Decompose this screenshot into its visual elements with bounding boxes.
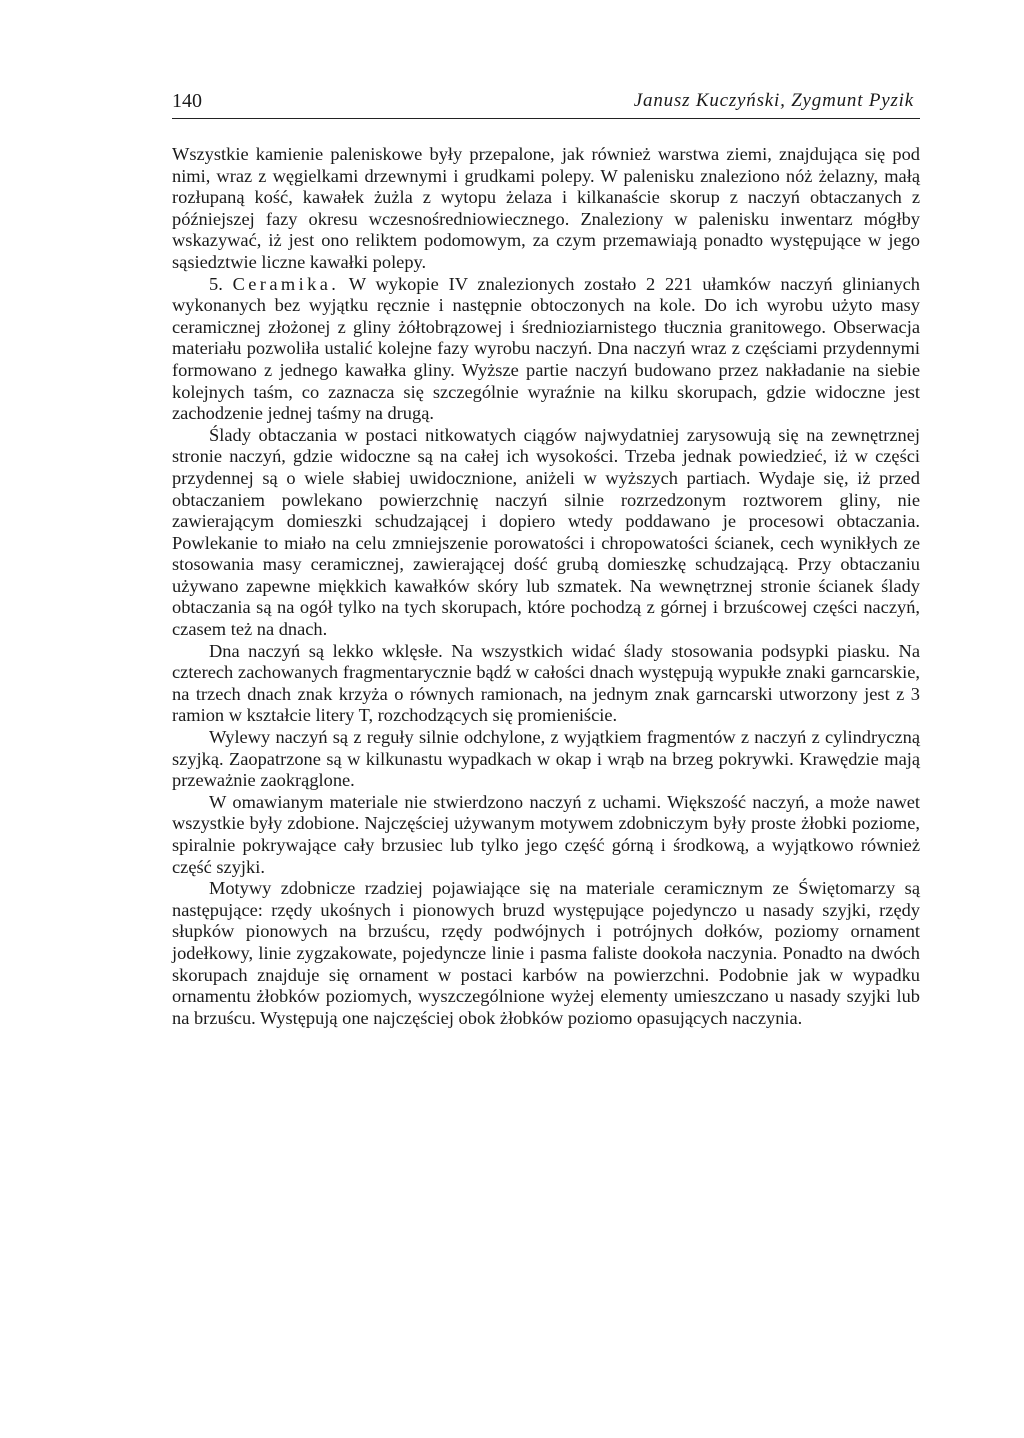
running-head: Janusz Kuczyński, Zygmunt Pyzik xyxy=(633,90,914,111)
paragraph-ceramics-text: W wykopie IV znalezionych zostało 2 221 ułamków naczyń glinianych wykonanych bez wyjątku ręcznie i następnie obtoczonych na kole. Do ich wyrobu użyto masy ceramicznej złożonej z gliny żółtobrązowej i średnioziarnistego tłucznia granitowego. Obserwacja materiału pozwoliła ustalić kolejne fazy wyrobu naczyń. Dna naczyń wraz z częściami przydennymi formowano z jednego kawałka gliny. Wyższe partie naczyń budowano przez nakładanie na siebie kolejnych taśm, co zaznacza się szczególnie wyraźnie na kilku skorupach, gdzie widoczne jest zachodzenie jednej taśmy na drugą. xyxy=(172,273,920,424)
paragraph-decoration: W omawianym materiale nie stwierdzono naczyń z uchami. Większość naczyń, a może nawet wszystkie były zdobione. Najczęściej używanym motywem zdobniczym były proste żłobki poziome, spiralnie pokrywające cały brzusiec lub tylko jego część górną i środkową, a wyjątkowo również część szyjki. xyxy=(172,791,920,877)
paragraph-ornament-motifs: Motywy zdobnicze rzadziej pojawiające się na materiale ceramicznym ze Świętomarzy są następujące: rzędy ukośnych i pionowych bruzd występujące pojedynczo u nasady szyjki, rzędy słupków pionowych na brzuścu, rzędy podwójnych i potrójnych dołków, poziomy ornament jodełkowy, linie zygzakowate, pojedyncze linie i pasma faliste dookoła naczynia. Ponadto na dwóch skorupach znajduje się ornament w postaci karbów na powierzchni. Podobnie jak w wypadku ornamentu żłobków poziomych, wyszczególnione wyżej elementy umieszczano u nasady szyjki lub na brzuścu. Występują one najczęściej obok żłobków poziomo opasujących naczynia. xyxy=(172,878,920,1028)
paragraph-turning-traces: Ślady obtaczania w postaci nitkowatych ciągów najwydatniej zarysowują się na zewnętrznej stronie naczyń, gdzie widoczne są na całej ich wysokości. Trzeba jednak powiedzieć, iż w części przydennej są o wiele słabiej uwidocznione, aniżeli w wyższych partiach. Wydaje się, iż przed obtaczaniem powlekano powierzchnię naczyń silnie rozrzedzonym roztworem gliny, nie zawierającym domieszki schudzającej i dopiero wtedy poddawano je procesowi obtaczania. Powlekanie to miało na celu zmniejszenie porowatości i chropowatości ścianek, cech wynikłych ze stosowania masy ceramicznej, zawierającej dość grubą domieszkę schudzającą. Przy obtaczaniu używano zapewne miękkich kawałków skóry lub szmatek. Na wewnętrznej stronie ścianek ślady obtaczania są na ogół tylko na tych skorupach, które pochodzą z górnej i brzuścowej części naczyń, czasem też na dnach. xyxy=(172,424,920,640)
paragraph-ceramics-intro xyxy=(172,274,920,425)
page-number: 140 xyxy=(172,90,202,112)
page-header xyxy=(172,86,920,119)
body-text xyxy=(172,144,920,1029)
paragraph-hearth: Wszystkie kamienie paleniskowe były przepalone, jak również warstwa ziemi, znajdująca się pod nimi, wraz z węgielkami drzewnymi i grudkami polepy. W palenisku znaleziono nóż żelazny, małą rozłupaną kość, kawałek żużla z wytopu żelaza i kilkanaście skorup z naczyń obtaczanych z późniejszej fazy okresu wczesnośredniowiecznego. Znaleziony w palenisku inwentarz mógłby wskazywać, iż jest ono reliktem podomowym, za czym przemawiają ponadto występujące w jego sąsiedztwie liczne kawałki polepy. xyxy=(172,144,920,272)
section-heading: Ceramika. xyxy=(232,273,340,294)
paragraph-rims: Wylewy naczyń są z reguły silnie odchylone, z wyjątkiem fragmentów z naczyń z cylindryczną szyjką. Zaopatrzone są w kilkunastu wypadkach w okap i wrąb na brzeg pokrywki. Krawędzie mają przeważnie zaokrąglone. xyxy=(172,727,920,791)
section-number: 5. xyxy=(209,273,223,294)
paragraph-vessel-bottoms: Dna naczyń są lekko wklęsłe. Na wszystkich widać ślady stosowania podsypki piasku. Na czterech zachowanych fragmentarycznie bądź w całości dnach występują wypukłe znaki garncarskie, na trzech dnach znak krzyża o równych ramionach, na jednym znak garncarski utworzony jest z 3 ramion w kształcie litery T, rozchodzących się promieniście. xyxy=(172,640,920,726)
